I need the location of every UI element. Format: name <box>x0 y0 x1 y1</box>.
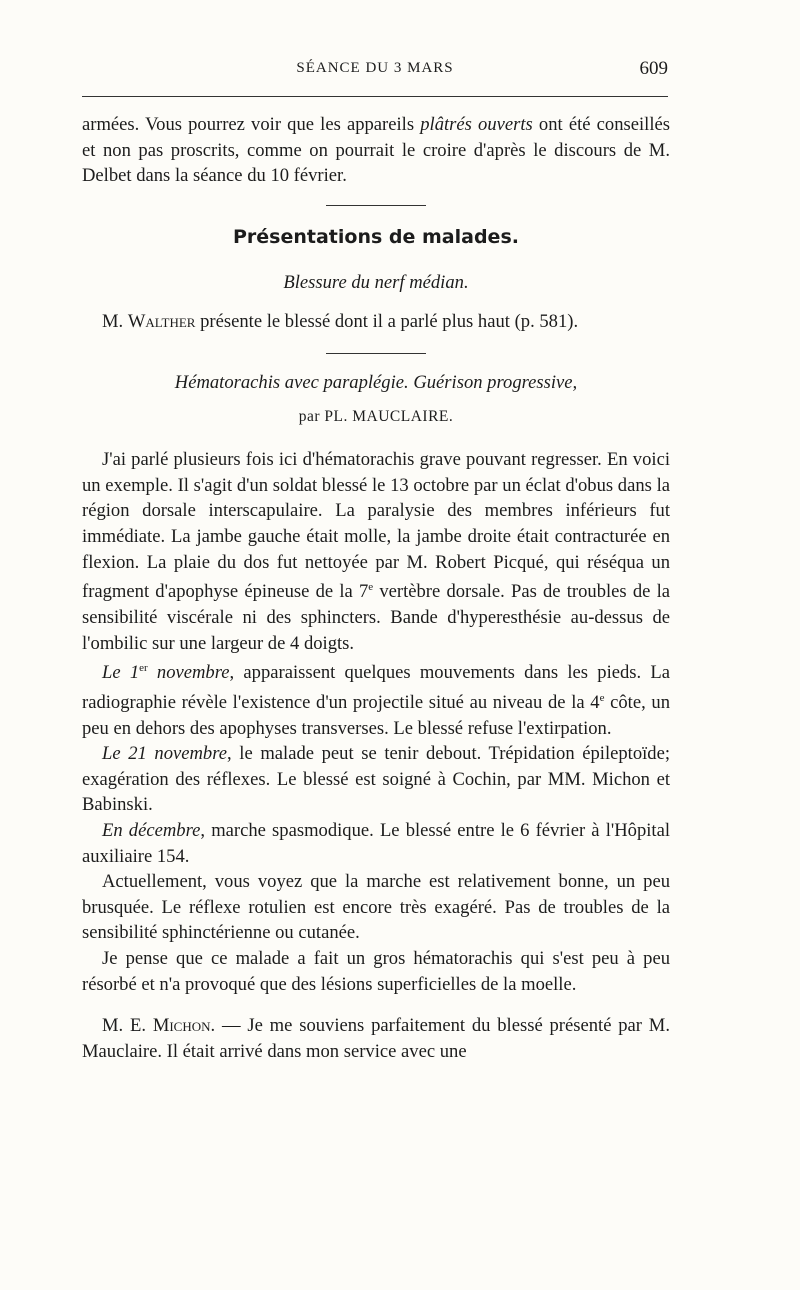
walther-paragraph <box>82 309 670 335</box>
michon-prefix: M. E. <box>102 1015 153 1037</box>
p1-text-a: J'ai parlé plusieurs fois ici d'hématorachis grave pouvant regresser. En voici un exemple. Il s'agit d'un soldat blessé le 13 octobre par un éclat d'obus dans la région dorsale interscapulaire. La paralysie des membres inférieurs fut immédiate. La jambe gauche était molle, la jambe droite était contracturée en flexion. La plaie du dos fut nettoyée par M. Robert Picqué, qui réséqua un fragment d'apophyse épineuse de la 7 <box>82 449 670 603</box>
p2-italic-a: Le 1 <box>102 662 140 684</box>
p2-text-a: , apparaissent quelques mouvements dans les pieds. La radiographie révèle l'existence d'un projectile situé au niveau de la 4 <box>82 662 670 714</box>
intro-text-a: armées. Vous pourrez voir que les appareils <box>82 114 421 135</box>
p1-text-b: vertèbre dorsale. Pas de troubles de la sensibilité viscérale ni des sphincters. Bande d'hyperesthésie au-dessus de l'ombilic sur une largeur de 4 doigts. <box>82 581 670 654</box>
paragraph-4 <box>82 818 670 869</box>
article-byline: par PL. MAUCLAIRE. <box>298 407 454 425</box>
michon-paragraph <box>82 1013 670 1064</box>
p2-sup2: e <box>599 691 605 704</box>
page-number: 609 <box>639 58 668 79</box>
p2-text-b: côte, un peu en dehors des apophyses transverses. Le blessé refuse l'extirpation. <box>82 692 670 739</box>
header-rule <box>82 96 668 97</box>
paragraph-6: Je pense que ce malade a fait un gros hématorachis qui s'est peu à peu résorbé et n'a provoqué que des lésions superficielles de la moelle. <box>82 948 670 995</box>
p2-italic-b: novembre <box>147 662 230 684</box>
paragraph-2 <box>82 656 670 741</box>
walther-text: présente le blessé dont il a parlé plus haut (p. 581). <box>195 311 579 333</box>
page-body <box>82 112 670 1064</box>
p3-text: , le malade peut se tenir debout. Trépidation épileptoïde; exagération des réflexes. Le blessé est soigné à Cochin, par MM. Michon et Babinski. <box>82 743 671 816</box>
walther-prefix: M. <box>102 311 128 333</box>
p3-italic: Le 21 novembre <box>102 743 228 765</box>
running-title: SÉANCE DU 3 MARS <box>296 60 454 76</box>
michon-name: Michon <box>152 1015 211 1037</box>
p4-text: , marche spasmodique. Le blessé entre le 6 février à l'Hôpital auxiliaire 154. <box>82 820 670 867</box>
intro-text-b: ont été conseillés et non pas proscrits, comme on pourrait le croire d'après le discours de M. Delbet dans la séance du 10 février. <box>82 114 670 187</box>
paragraph-5: Actuellement, vous voyez que la marche est relativement bonne, un peu brusquée. Le réflexe rotulien est encore très exagéré. Pas de troubles de la sensibilité sphinctérienne ou cutanée. <box>82 871 670 944</box>
walther-name: Walther <box>127 311 196 333</box>
section-title: Présentations de malades. <box>233 225 519 248</box>
paragraph-1 <box>82 447 670 656</box>
p2-sup: er <box>139 662 148 675</box>
separator-rule <box>326 205 426 206</box>
intro-italic: plâtrés ouverts <box>420 114 533 135</box>
michon-text: . — Je me souviens parfaitement du blessé présenté par M. Mauclaire. Il était arrivé dans mon service avec une <box>82 1015 670 1062</box>
article-title: Hématorachis avec paraplégie. Guérison progressive, <box>174 371 578 393</box>
subsection-title: Blessure du nerf médian. <box>283 271 469 293</box>
page-header <box>82 56 668 86</box>
separator-rule <box>326 353 426 354</box>
intro-paragraph <box>82 112 670 189</box>
p1-sup: e <box>368 581 374 594</box>
p4-italic: En décembre <box>102 820 201 842</box>
paragraph-3 <box>82 741 670 818</box>
